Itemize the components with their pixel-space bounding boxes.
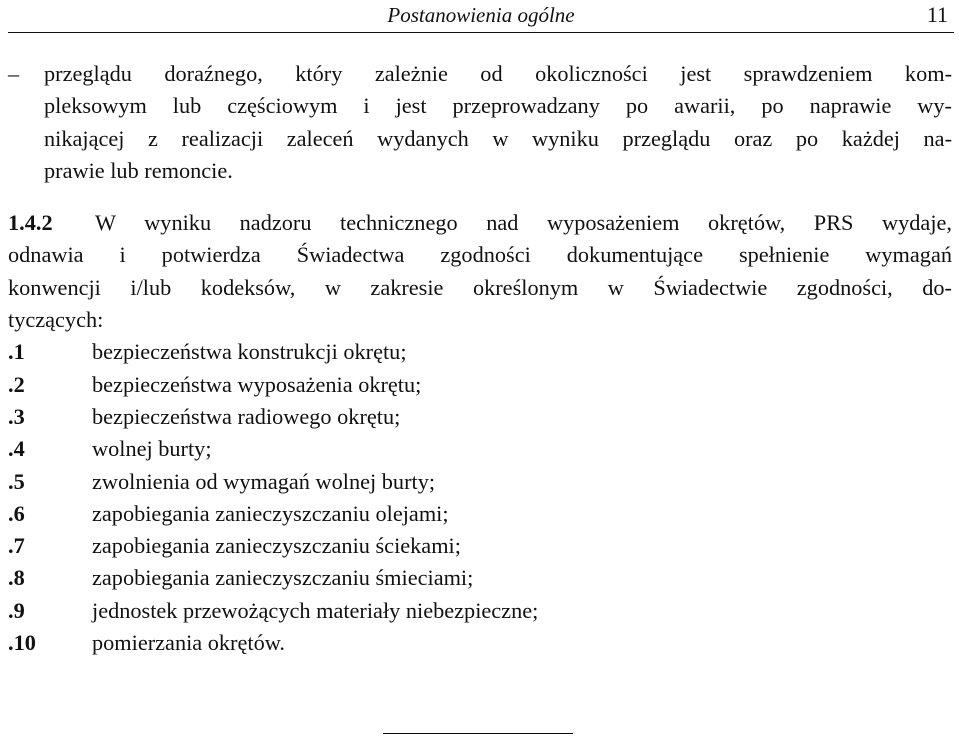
list-item [8, 595, 952, 627]
list-item-text: pomierzania okrętów. [92, 630, 285, 656]
dash-paragraph [8, 58, 952, 187]
list-item [8, 498, 952, 530]
section-line: tyczących: [8, 307, 104, 333]
paragraph-line: nikającej z realizacji zaleceń wydanych w wyniku przeglądu oraz po każdej na- [44, 125, 952, 151]
list-item-text: zapobiegania zanieczyszczaniu ściekami; [92, 533, 461, 559]
header-title: Postanowienia ogólne [387, 3, 575, 27]
list-item-text: bezpieczeństwa radiowego okrętu; [92, 403, 401, 429]
list-item-number: .9 [8, 597, 25, 623]
list-item [8, 627, 952, 659]
list-item [8, 401, 952, 433]
list-item-text: wolnej burty; [92, 436, 212, 462]
list-item-text: zapobiegania zanieczyszczaniu olejami; [92, 500, 449, 526]
list-item-number: .6 [8, 500, 25, 526]
list-item [8, 562, 952, 594]
list-item-number: .8 [8, 565, 25, 591]
list-item-text: jednostek przewożących materiały niebezpieczne; [92, 597, 539, 623]
section-first-line-text: W wyniku nadzoru technicznego nad wyposażeniem okrętów, PRS wydaje, [95, 210, 952, 236]
list-item-number: .4 [8, 436, 25, 462]
footnote-separator [383, 733, 573, 734]
list-item-number: .7 [8, 533, 25, 559]
page-header [8, 2, 954, 33]
list-item [8, 530, 952, 562]
list-item [8, 369, 952, 401]
list-item-number: .10 [8, 630, 36, 656]
list-item-text: bezpieczeństwa wyposażenia okrętu; [92, 371, 422, 397]
page-number: 11 [926, 2, 948, 27]
document-body [8, 58, 952, 659]
paragraph-line: pleksowym lub częściowym i jest przeprowadzany po awarii, po naprawie wy- [44, 93, 952, 119]
section-paragraph [8, 207, 952, 659]
list-item-number: .1 [8, 339, 25, 365]
list-item [8, 336, 952, 368]
paragraph-line: prawie lub remoncie. [44, 157, 233, 183]
list-item-text: zwolnienia od wymagań wolnej burty; [92, 468, 436, 494]
list-item-number: .5 [8, 468, 25, 494]
section-first-line [8, 207, 952, 239]
dash-mark: – [8, 61, 20, 86]
list-item-number: .3 [8, 403, 25, 429]
list-item-text: zapobiegania zanieczyszczaniu śmieciami; [92, 565, 474, 591]
section-line: konwencji i/lub kodeksów, w zakresie określonym w Świadectwie zgodności, do- [8, 274, 952, 300]
list-item [8, 466, 952, 498]
list-item-text: bezpieczeństwa konstrukcji okrętu; [92, 339, 407, 365]
requirements-list [8, 336, 952, 659]
list-item [8, 433, 952, 465]
list-item-number: .2 [8, 371, 25, 397]
paragraph-line: przeglądu doraźnego, który zależnie od okoliczności jest sprawdzeniem kom- [44, 61, 952, 86]
section-line: odnawia i potwierdza Świadectwa zgodności dokumentujące spełnienie wymagań [8, 242, 952, 268]
section-number: 1.4.2 [8, 210, 53, 236]
